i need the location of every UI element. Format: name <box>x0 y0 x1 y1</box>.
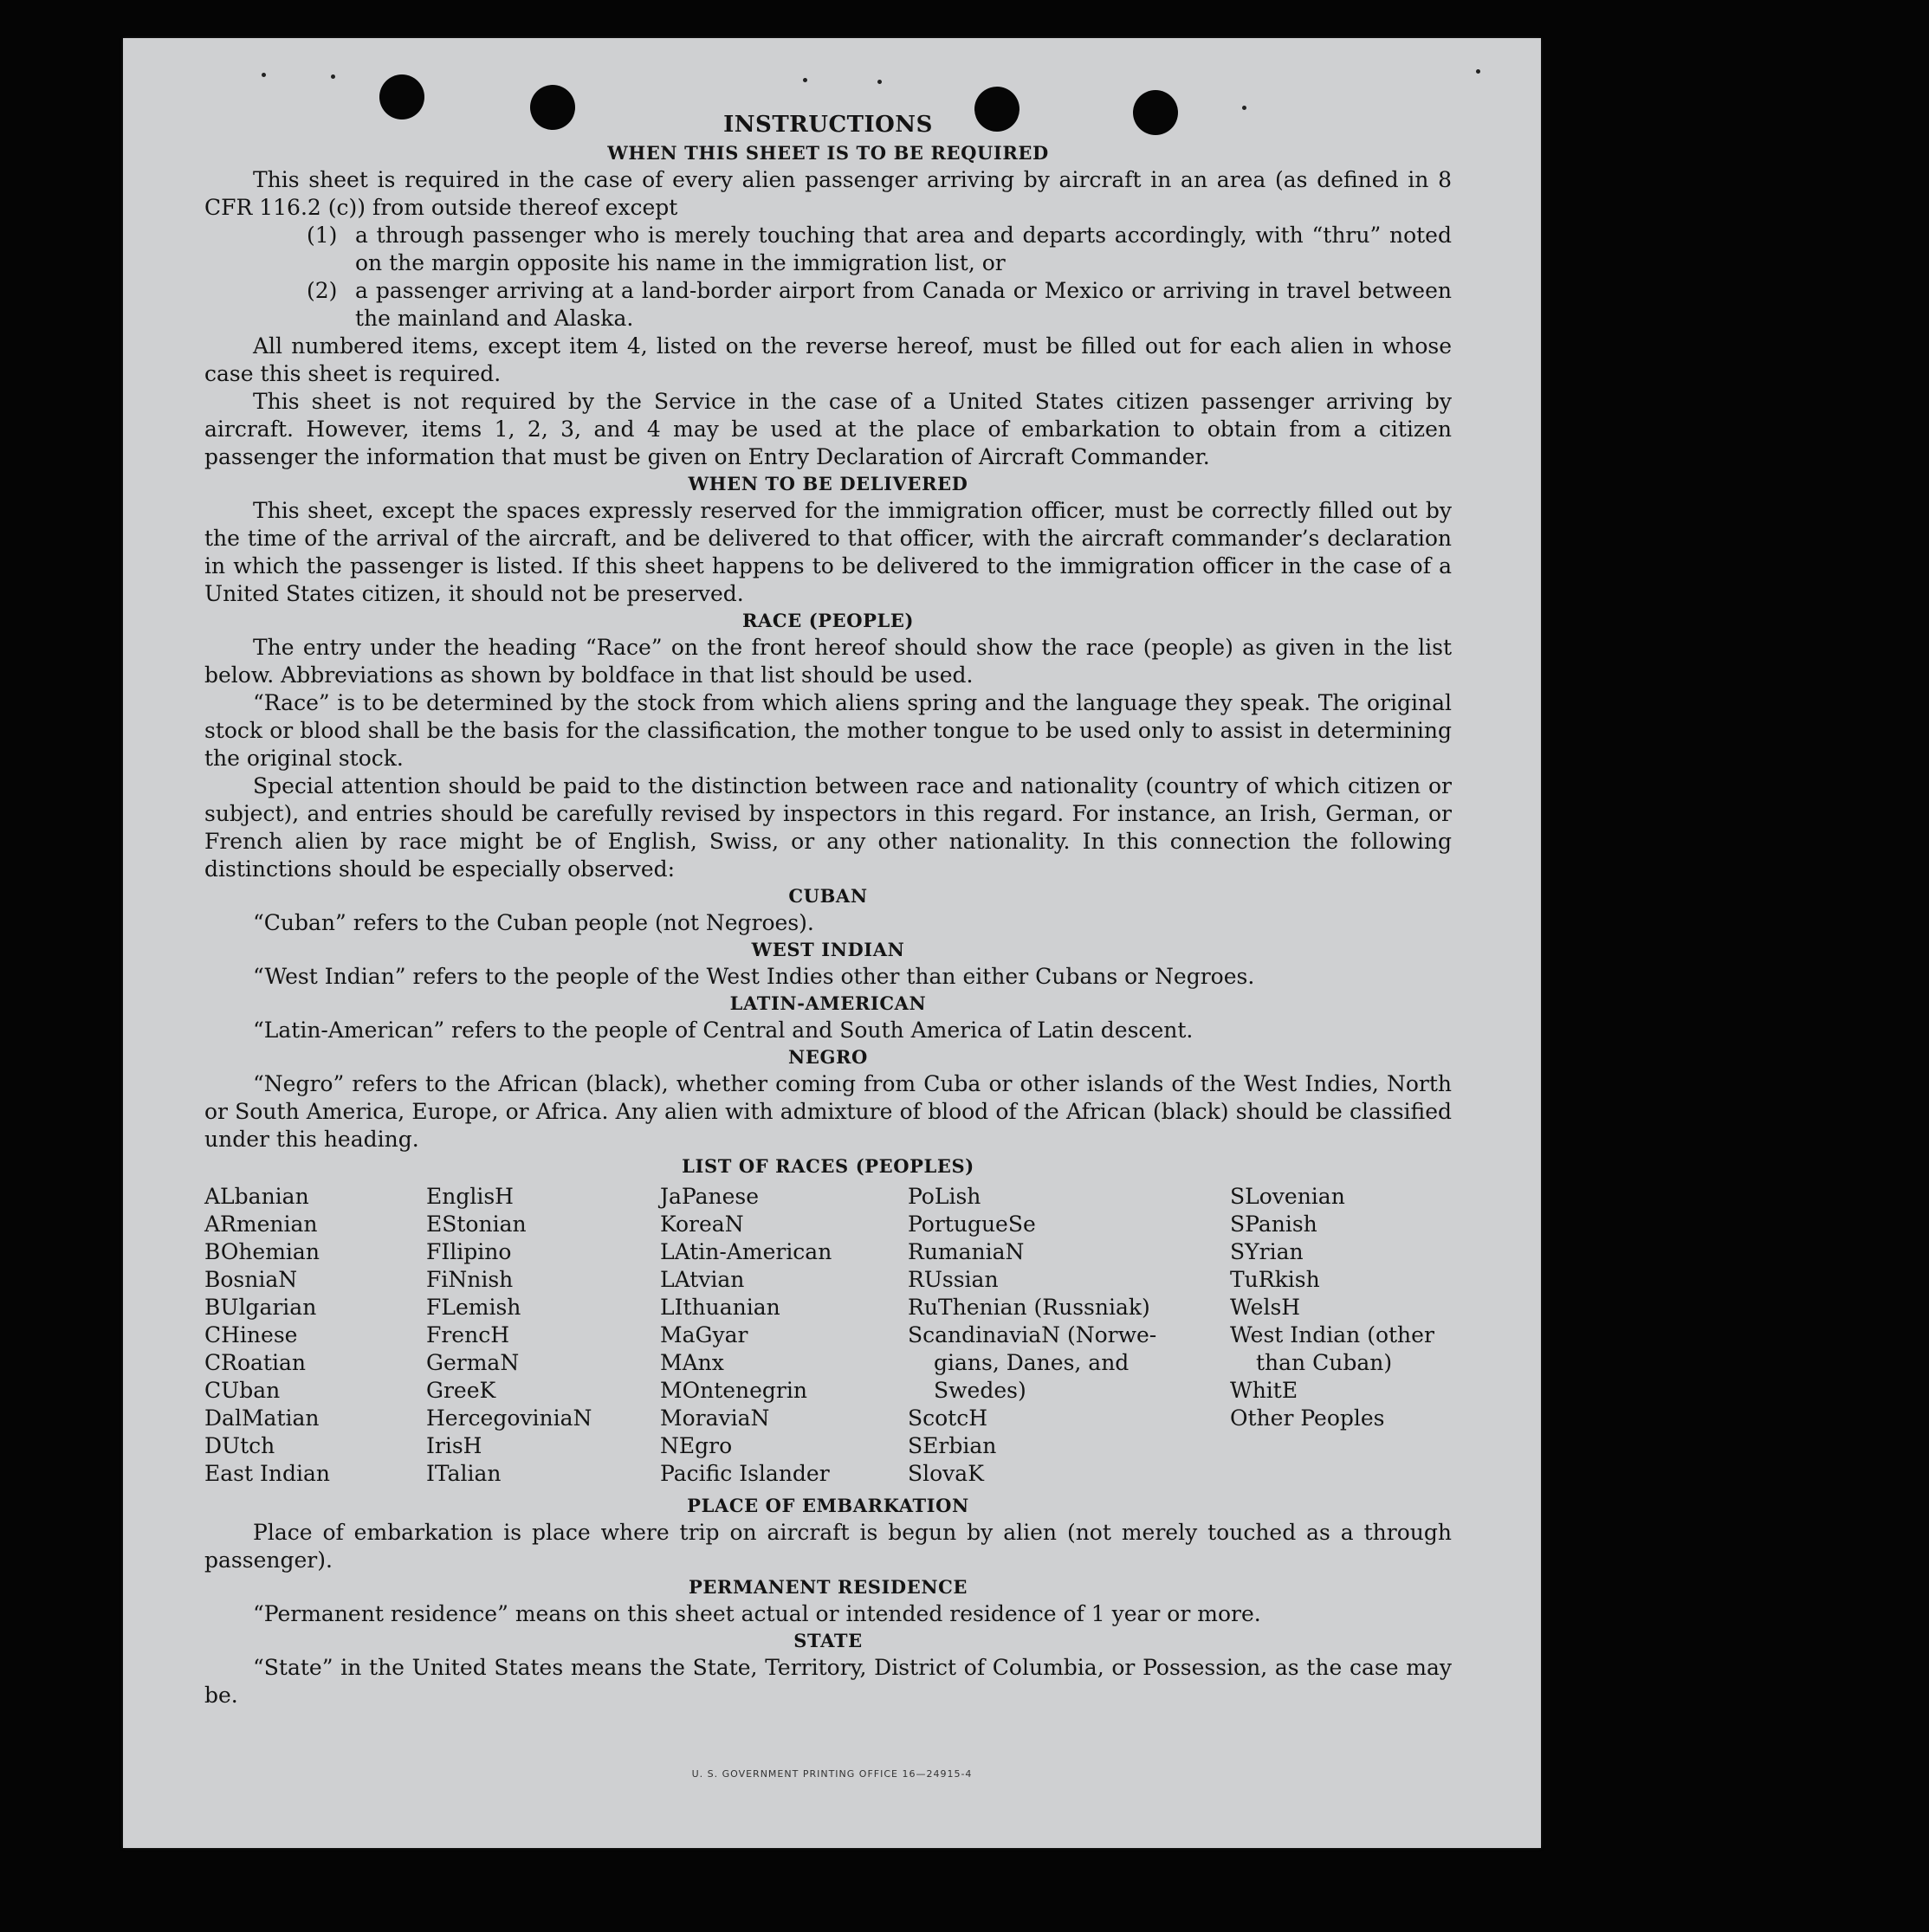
race-entry: EStonian <box>426 1212 527 1237</box>
race-entry: SErbian <box>908 1433 997 1458</box>
race-entry: BosniaN <box>204 1267 298 1292</box>
race-entry: FLemish <box>426 1295 521 1320</box>
race-entry: DUtch <box>204 1433 275 1458</box>
race-entry: CRoatian <box>204 1350 306 1375</box>
race-entry: RUssian <box>908 1267 999 1292</box>
race-column <box>204 1183 426 1488</box>
race-entry: TuRkish <box>1230 1267 1320 1292</box>
race-entry: FiNnish <box>426 1267 514 1292</box>
race-column <box>660 1183 908 1488</box>
race-entry: MoraviaN <box>660 1405 770 1431</box>
paper-speck <box>1242 106 1246 110</box>
heading-race: RACE (PEOPLE) <box>741 610 915 631</box>
exception-item <box>307 222 1452 277</box>
race-entry: EnglisH <box>426 1184 514 1209</box>
paragraph: The entry under the heading “Race” on the front hereof should show the race (people) as given in the list below. Abbreviations as shown by boldface in that list should be used. <box>204 635 1452 688</box>
race-entry: MaGyar <box>660 1322 748 1347</box>
race-entry: MAnx <box>660 1350 724 1375</box>
paragraph: “Permanent residence” means on this sheet actual or intended residence of 1 year or more. <box>253 1601 1261 1626</box>
race-entry: JaPanese <box>660 1184 760 1209</box>
heading-west-indian: WEST INDIAN <box>751 939 905 960</box>
race-entry: DalMatian <box>204 1405 320 1431</box>
race-entry: NEgro <box>660 1433 733 1458</box>
race-entry: LAtvian <box>660 1267 745 1292</box>
race-entry: gians, Danes, and <box>934 1350 1130 1375</box>
paragraph: Special attention should be paid to the distinction between race and nationality (country of which citizen or subject), and entries should be carefully revised by inspectors in this regard. For instance, an Irish, German, or French alien by race might be of English, Swiss, or any other nationality. In this connection the following distinctions should be especially observed: <box>204 773 1452 882</box>
heading-negro: NEGRO <box>788 1046 868 1068</box>
race-entry: FrencH <box>426 1322 509 1347</box>
race-column <box>908 1183 1230 1488</box>
paragraph: Place of embarkation is place where trip on aircraft is begun by alien (not merely touched as a through passenger). <box>204 1520 1452 1573</box>
race-entry: LAtin-American <box>660 1239 832 1264</box>
race-entry: SYrian <box>1230 1239 1304 1264</box>
paper-speck <box>1476 69 1480 74</box>
item-number: (1) <box>307 223 338 248</box>
document-sheet <box>123 38 1541 1848</box>
paragraph: “Race” is to be determined by the stock from which aliens spring and the language they speak. The original stock or blood shall be the basis for the classification, the mother tongue to be used only to assist in determining the original stock. <box>204 690 1452 771</box>
race-entry: WelsH <box>1230 1295 1301 1320</box>
heading-list-of-races: LIST OF RACES (PEOPLES) <box>682 1155 974 1177</box>
paragraph: This sheet is required in the case of every alien passenger arriving by aircraft in an area (as defined in 8 CFR 116.2 (c)) from outside thereof except <box>204 167 1452 220</box>
heading-when-delivered: WHEN TO BE DELIVERED <box>688 473 968 494</box>
race-column <box>1230 1183 1452 1488</box>
race-entry: IrisH <box>426 1433 482 1458</box>
paragraph: This sheet, except the spaces expressly reserved for the immigration officer, must be correctly filled out by the time of the arrival of the aircraft, and be delivered to that officer, with the aircraft commander’s declaration in which the passenger is listed. If this sheet happens to be delivered to the immigration officer in the case of a United States citizen, it should not be preserved. <box>204 498 1452 606</box>
race-entry: CUban <box>204 1378 281 1403</box>
item-text: a passenger arriving at a land-border airport from Canada or Mexico or arriving in travel between the mainland and Alaska. <box>355 278 1452 331</box>
heading-latin-american: LATIN-AMERICAN <box>729 992 927 1014</box>
paragraph: All numbered items, except item 4, listed on the reverse hereof, must be filled out for each alien in whose case this sheet is required. <box>204 333 1452 386</box>
race-entry: HercegoviniaN <box>426 1405 592 1431</box>
race-entry: RuThenian (Russniak) <box>908 1295 1150 1320</box>
race-entry: RumaniaN <box>908 1239 1025 1264</box>
race-entry: PortugueSe <box>908 1212 1036 1237</box>
race-entry: BOhemian <box>204 1239 320 1264</box>
race-list <box>204 1183 1452 1488</box>
race-entry: LIthuanian <box>660 1295 780 1320</box>
race-entry: SlovaK <box>908 1461 984 1486</box>
paragraph: “West Indian” refers to the people of the West Indies other than either Cubans or Negroes. <box>253 964 1255 989</box>
race-entry: ARmenian <box>204 1212 318 1237</box>
race-entry: PoLish <box>908 1184 981 1209</box>
printer-imprint: U. S. GOVERNMENT PRINTING OFFICE 16—24915-4 <box>691 1768 973 1780</box>
paragraph: This sheet is not required by the Service in the case of a United States citizen passenger arriving by aircraft. However, items 1, 2, 3, and 4 may be used at the place of embarkation to obtain from a citizen passenger the information that must be given on Entry Declaration of Aircraft Commander. <box>204 389 1452 469</box>
race-entry: Pacific Islander <box>660 1461 830 1486</box>
race-entry: ALbanian <box>204 1184 309 1209</box>
race-entry: WhitE <box>1230 1378 1298 1403</box>
page-title: INSTRUCTIONS <box>723 112 933 138</box>
paragraph: “Latin-American” refers to the people of Central and South America of Latin descent. <box>253 1018 1194 1043</box>
paper-speck <box>262 73 266 77</box>
instructions-content <box>204 111 1452 1709</box>
item-number: (2) <box>307 278 338 303</box>
paragraph: “State” in the United States means the State, Territory, District of Columbia, or Possession, as the case may be. <box>204 1655 1452 1708</box>
race-entry: GermaN <box>426 1350 520 1375</box>
race-entry: Other Peoples <box>1230 1405 1385 1431</box>
exception-item <box>307 277 1452 333</box>
race-column <box>426 1183 660 1488</box>
race-entry: CHinese <box>204 1322 298 1347</box>
paper-speck <box>877 80 882 84</box>
race-entry: SLovenian <box>1230 1184 1345 1209</box>
heading-cuban: CUBAN <box>788 885 868 907</box>
race-entry: ScotcH <box>908 1405 988 1431</box>
paper-speck <box>331 74 335 79</box>
race-entry: KoreaN <box>660 1212 744 1237</box>
race-entry: ITalian <box>426 1461 502 1486</box>
paragraph: “Cuban” refers to the Cuban people (not Negroes). <box>253 910 814 935</box>
heading-permanent-residence: PERMANENT RESIDENCE <box>688 1576 968 1598</box>
race-entry: BUlgarian <box>204 1295 317 1320</box>
heading-state: STATE <box>793 1630 863 1651</box>
item-text: a through passenger who is merely touching that area and departs accordingly, with “thru” noted on the margin opposite his name in the immigration list, or <box>355 223 1452 275</box>
race-entry: SPanish <box>1230 1212 1317 1237</box>
race-entry: MOntenegrin <box>660 1378 807 1403</box>
heading-embarkation: PLACE OF EMBARKATION <box>687 1495 969 1516</box>
race-entry: FIlipino <box>426 1239 512 1264</box>
race-entry: West Indian (other <box>1230 1322 1434 1347</box>
race-entry: ScandinaviaN (Norwe- <box>908 1322 1157 1347</box>
paper-speck <box>803 78 807 82</box>
race-entry: East Indian <box>204 1461 330 1486</box>
heading-when-required: WHEN THIS SHEET IS TO BE REQUIRED <box>607 142 1049 164</box>
race-entry: GreeK <box>426 1378 496 1403</box>
paragraph: “Negro” refers to the African (black), whether coming from Cuba or other islands of the West Indies, North or South America, Europe, or Africa. Any alien with admixture of blood of the African (black) should be classified under this heading. <box>204 1071 1452 1152</box>
race-entry: Swedes) <box>934 1378 1026 1403</box>
race-entry: than Cuban) <box>1256 1350 1393 1375</box>
